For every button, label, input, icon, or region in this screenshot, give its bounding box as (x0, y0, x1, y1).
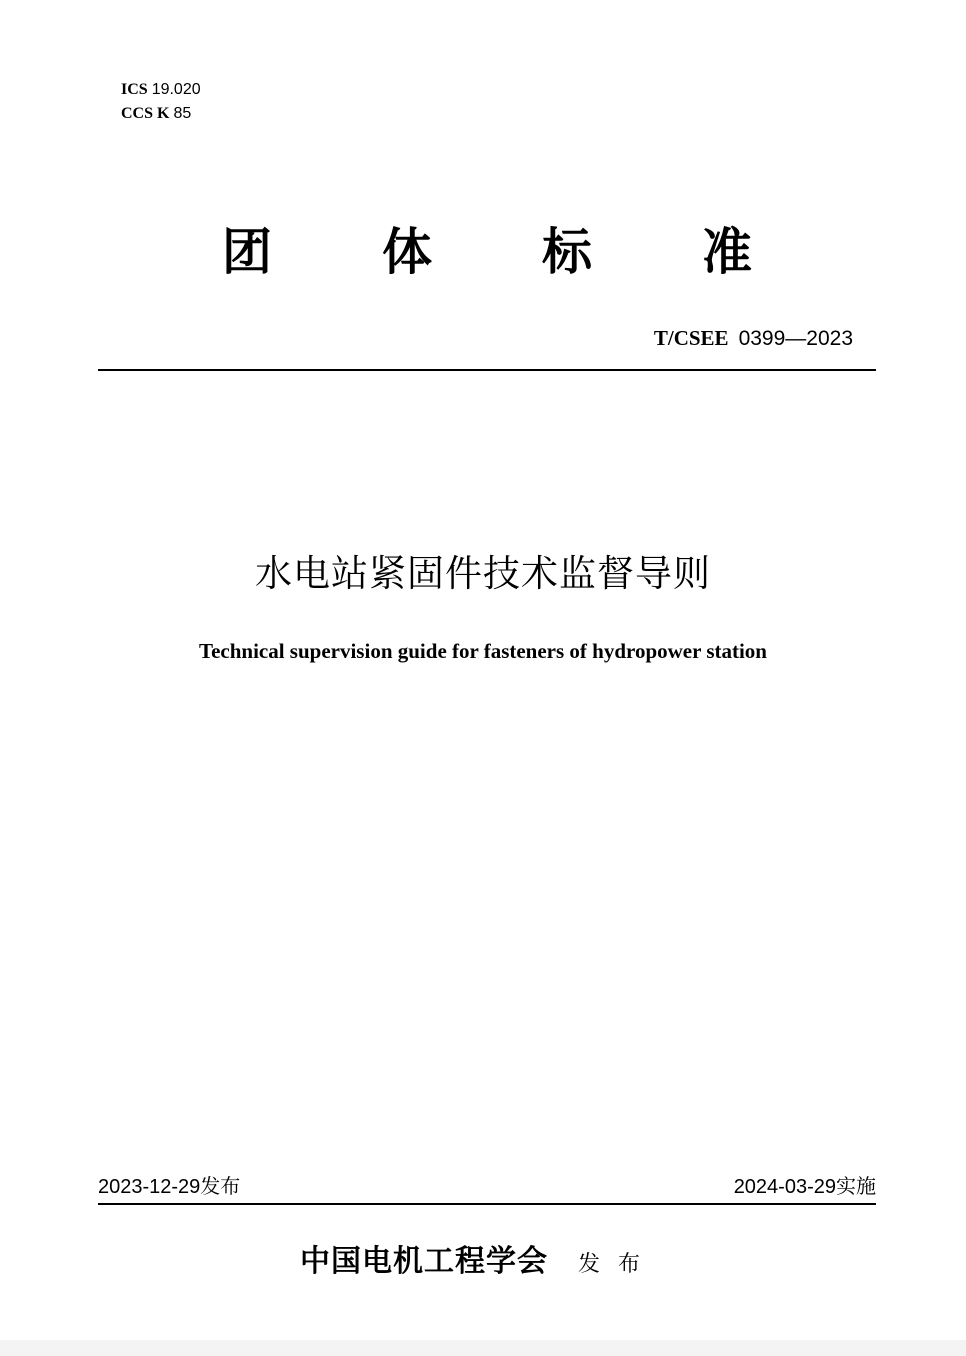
document-title-chinese: 水电站紧固件技术监督导则 (255, 552, 711, 595)
document-title-english: Technical supervision guide for fasteners of hydropower station (198, 639, 767, 663)
ics-value: 19.020 (151, 81, 201, 98)
implementation-date: 2024-03-29实施 (733, 1176, 876, 1198)
standard-type-char: 团 (222, 222, 272, 281)
ics-code (121, 78, 201, 102)
ccs-value: 85 (173, 105, 192, 122)
issuer-action: 发布 (578, 1252, 659, 1277)
standard-number-value: 0399—2023 (738, 327, 853, 350)
standard-org-code: T/CSEE (653, 326, 729, 350)
issuer-line (300, 1240, 658, 1287)
ccs-label: CCS K (121, 105, 170, 122)
page-bottom-margin (0, 1340, 966, 1356)
issuer-name: 中国电机工程学会 (300, 1244, 548, 1279)
ics-label: ICS (121, 81, 148, 98)
footer-divider (98, 1203, 876, 1205)
standard-number (654, 324, 853, 353)
classification-codes (121, 78, 201, 126)
standard-type-char: 标 (542, 222, 592, 281)
release-date: 2023-12-29发布 (98, 1176, 241, 1198)
standard-type-char: 体 (382, 222, 432, 281)
header-divider (98, 369, 876, 371)
ccs-code (121, 102, 201, 126)
standard-type-heading (222, 222, 752, 282)
standard-type-char: 准 (702, 222, 752, 281)
